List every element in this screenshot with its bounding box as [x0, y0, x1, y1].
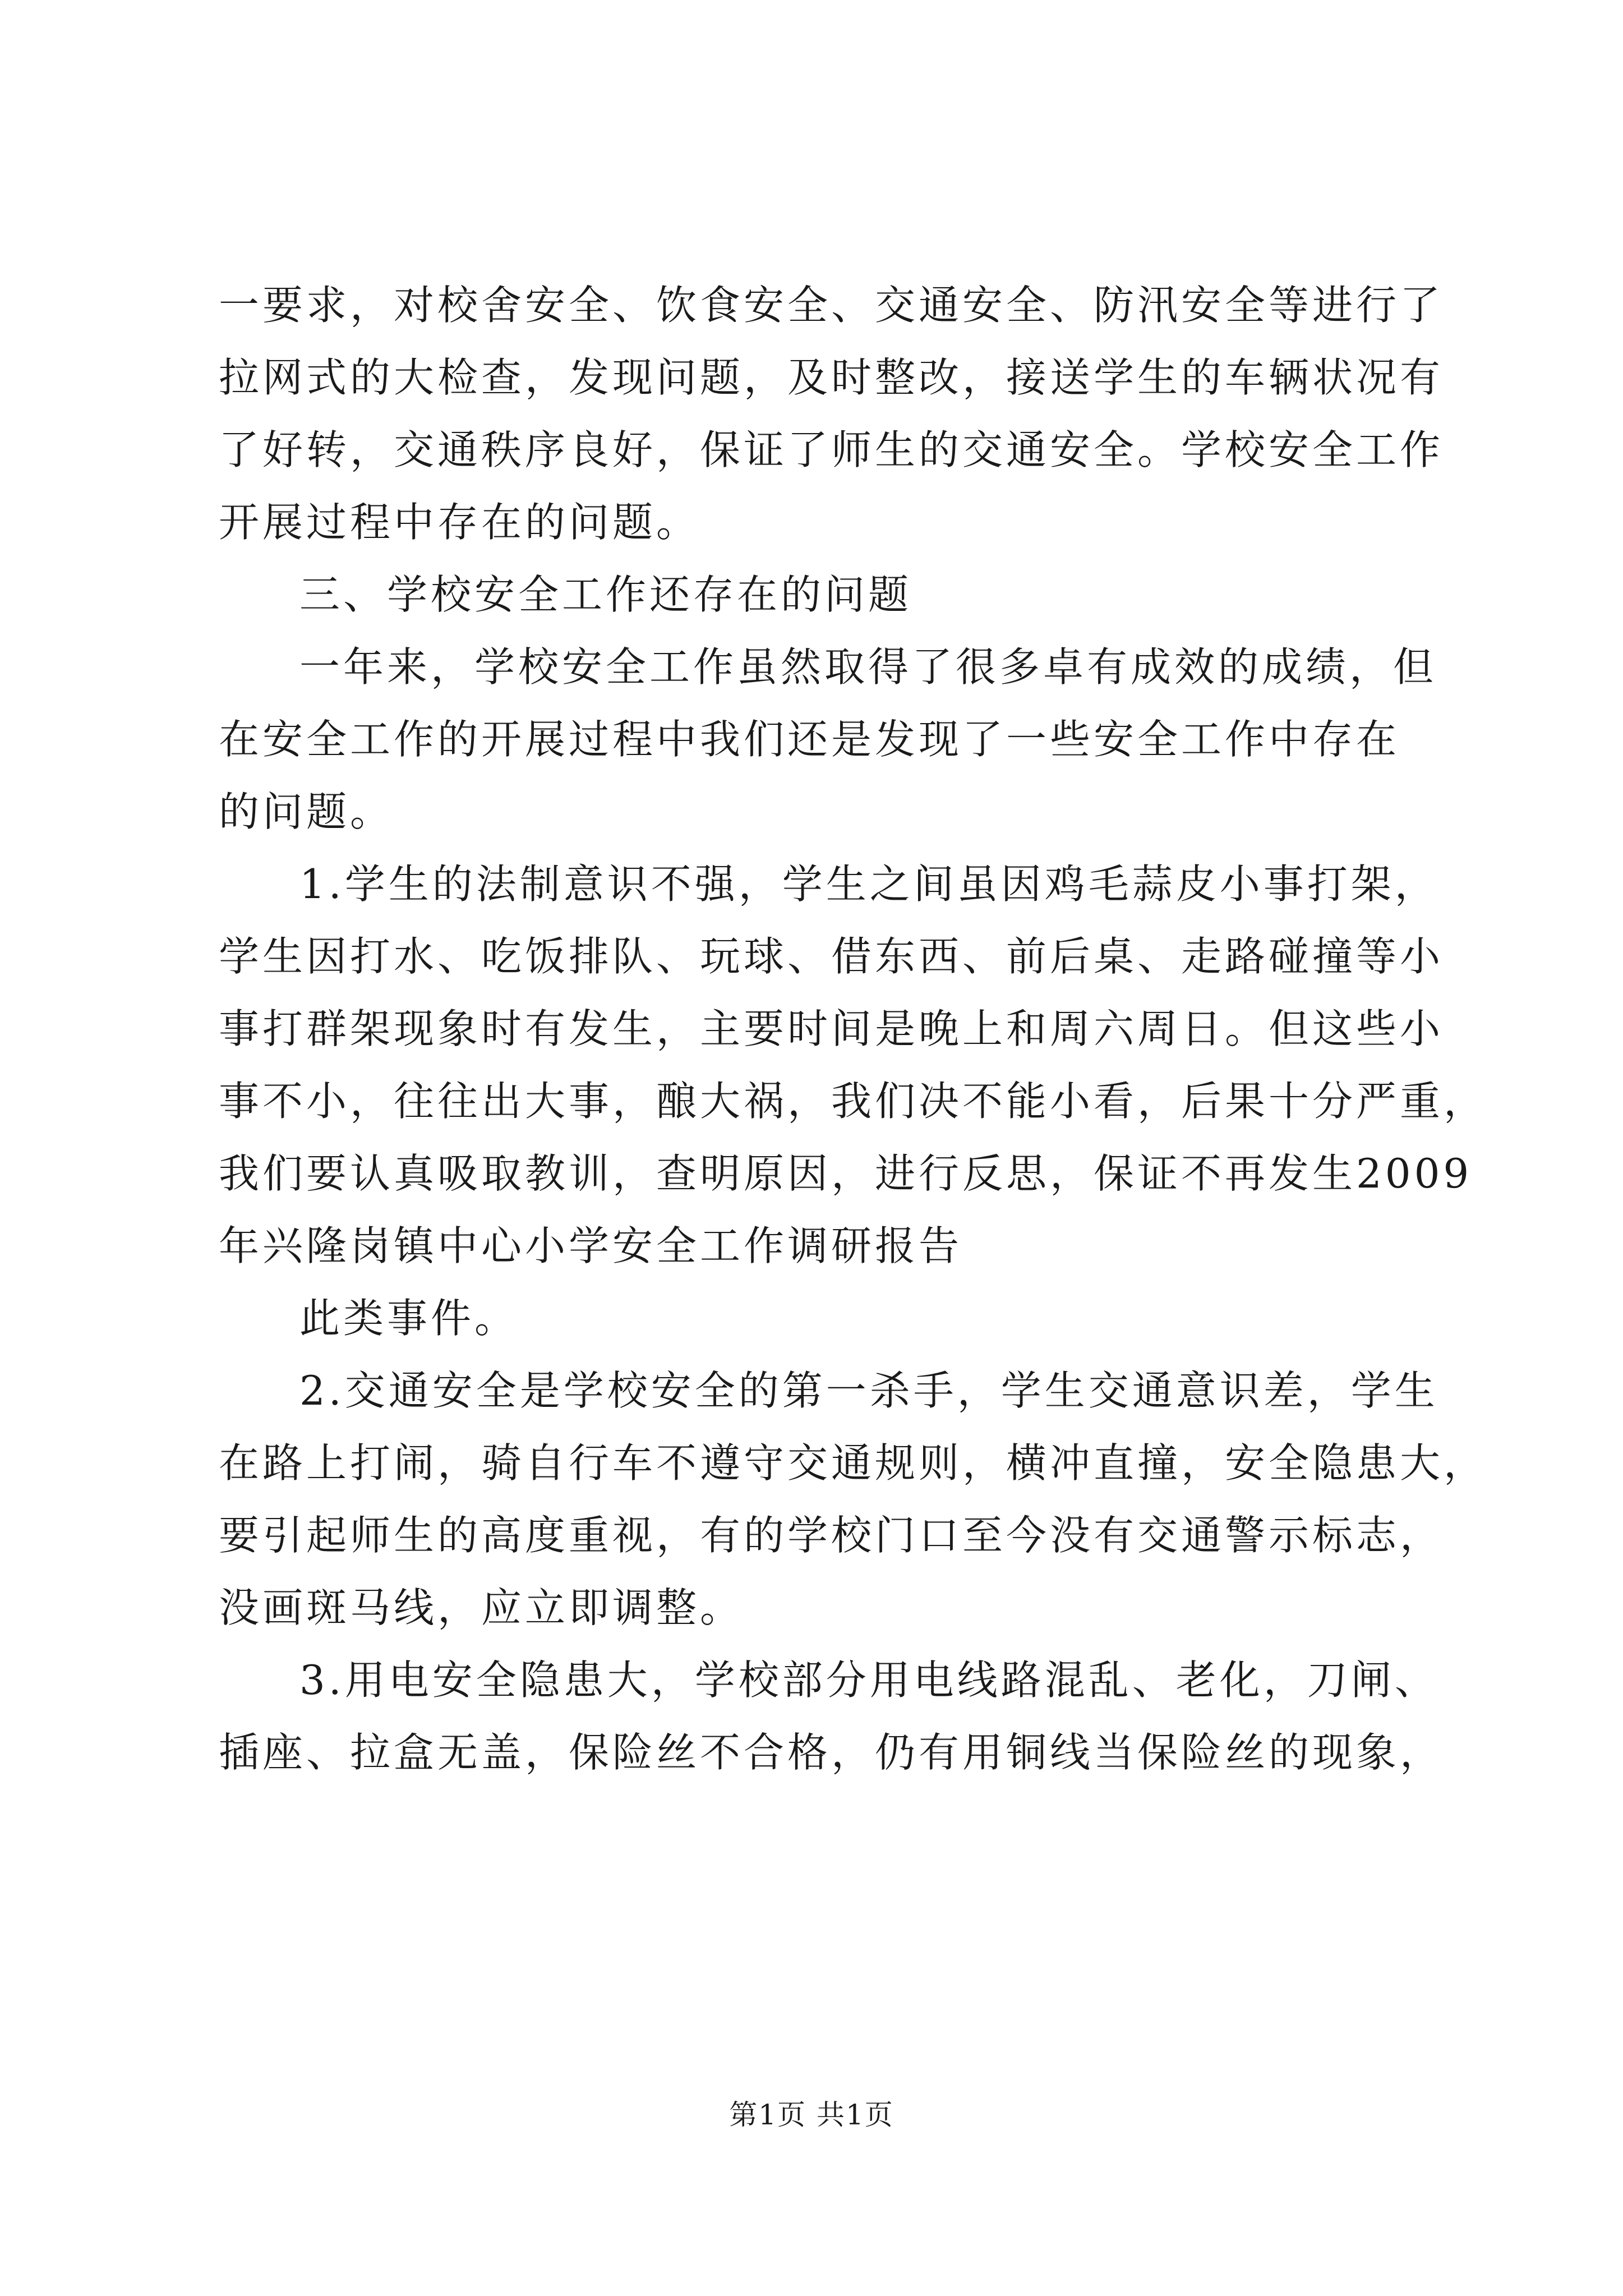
text-line: 没画斑马线，应立即调整。: [219, 1584, 744, 1631]
page-footer: [0, 2098, 1623, 2132]
text-line: 一年来，学校安全工作虽然取得了很多卓有成效的成绩，但: [299, 643, 1437, 691]
paragraph-item-3: [219, 1644, 1444, 1789]
text-line: 学生因打水、吃饭排队、玩球、借东西、前后桌、走路碰撞等小: [219, 933, 1444, 980]
text-line: 插座、拉盒无盖，保险丝不合格，仍有用铜线当保险丝的现象，: [219, 1729, 1444, 1776]
text-line: 在路上打闹，骑自行车不遵守交通规则，横冲直撞，安全隐患大，: [219, 1439, 1488, 1487]
section-heading-text: 三、学校安全工作还存在的问题: [299, 571, 912, 618]
text-line: 2.交通安全是学校安全的第一杀手，学生交通意识差，学生: [299, 1367, 1438, 1414]
text-line: 此类事件。: [299, 1295, 519, 1342]
section-heading: [219, 559, 1424, 631]
text-line: 3.用电安全隐患大，学校部分用电线路混乱、老化，刀闸、: [299, 1657, 1438, 1704]
text-line: 要引起师生的高度重视，有的学校门口至今没有交通警示标志，: [219, 1512, 1444, 1559]
text-line: 开展过程中存在的问题。: [219, 499, 700, 546]
paragraph-inspection-result: [219, 269, 1444, 559]
text-line: 年兴隆岗镇中心小学安全工作调研报告: [219, 1222, 963, 1269]
page-number: 第1页 共1页: [729, 2099, 894, 2131]
text-line: 1.学生的法制意识不强，学生之间虽因鸡毛蒜皮小事打架，: [299, 861, 1438, 908]
text-line: 的问题。: [219, 788, 394, 835]
paragraph-item-1: [219, 848, 1488, 1355]
text-line: 在安全工作的开展过程中我们还是发现了一些安全工作中存在: [219, 716, 1400, 763]
text-line: 了好转，交通秩序良好，保证了师生的交通安全。学校安全工作: [219, 426, 1444, 473]
text-line: 拉网式的大检查，发现问题，及时整改，接送学生的车辆状况有: [219, 354, 1444, 401]
text-line: 事不小，往往出大事，酿大祸，我们决不能小看，后果十分严重，: [219, 1078, 1488, 1125]
text-line: 我们要认真吸取教训，查明原因，进行反思，保证不再发生2009: [219, 1150, 1473, 1197]
text-line: 事打群架现象时有发生，主要时间是晚上和周六周日。但这些小: [219, 1005, 1444, 1052]
paragraph-item-2: [219, 1355, 1488, 1644]
text-line: 一要求，对校舍安全、饮食安全、交通安全、防汛安全等进行了: [219, 282, 1444, 329]
paragraph-intro: [219, 631, 1437, 848]
document-body: [219, 269, 1488, 1789]
